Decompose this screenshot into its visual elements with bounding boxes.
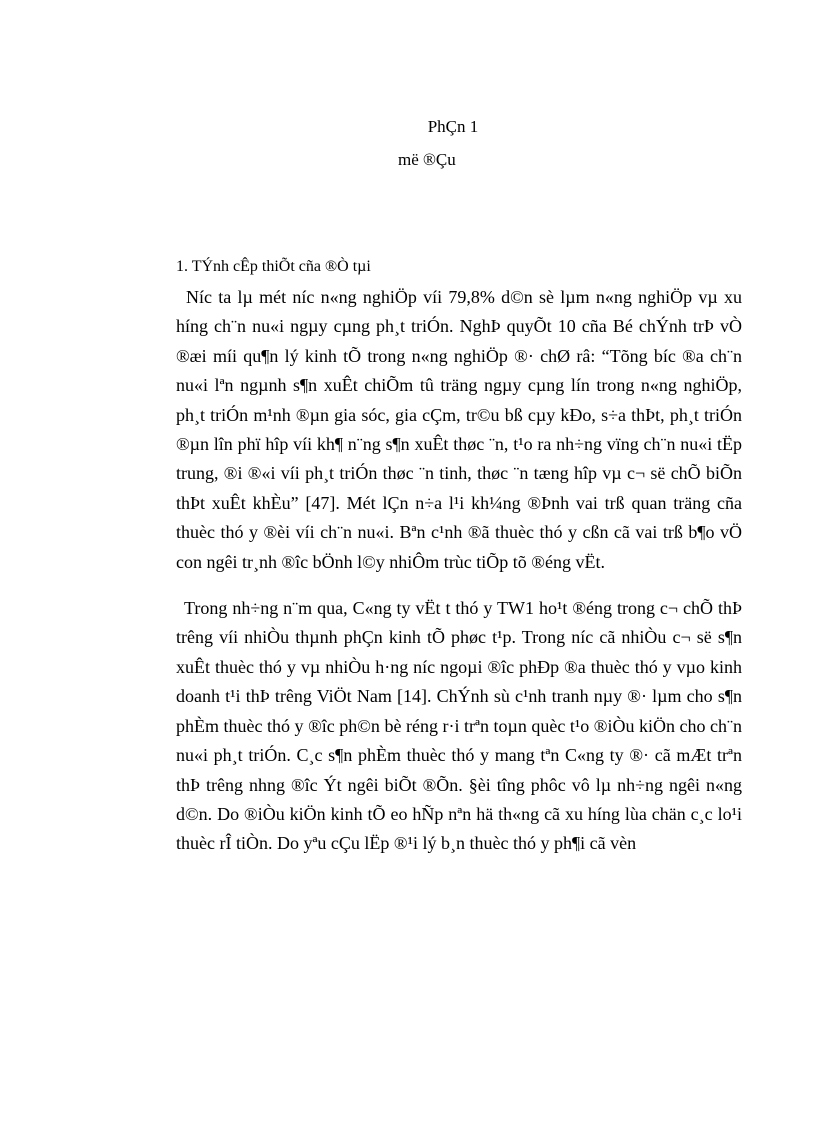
section-heading: 1. TÝnh cÊp thiÕt cña ®Ò tµi xyxy=(176,258,371,275)
part-title: PhÇn 1 xyxy=(427,117,479,136)
paragraph: Níc ta lµ mét níc n«ng nghiÖp víi 79,8% d©n sè lµm n«ng nghiÖp vµ xu híng ch¨n nu«i ngµy cµng ph¸t triÓn. NghÞ quyÕt 10 cña Bé chÝnh trÞ vÒ ®æi míi qu¶n lý kinh tÕ trong n«ng nghiÖp ®· chØ râ: “Tõng bíc ®a ch¨n nu«i lªn ngµnh s¶n xuÊt chiÕm tû träng ngµy cµng lín trong n«ng nghiÖp, ph¸t triÓn m¹nh ®µn gia sóc, gia cÇm, tr©u bß cµy kÐo, s÷a thÞt, ph¸t triÓn ®µn lîn phï hîp víi kh¶ n¨ng s¶n xuÊt thøc ¨n, t¹o ra nh÷ng vïng ch¨n nu«i tËp trung, ®i ®«i víi ph¸t triÓn thøc ¨n tinh, thøc ¨n tæng hîp vµ c¬ së chÕ biÕn thÞt xuÊt khÈu” [47]. Mét lÇn n÷a l¹i kh¼ng ®Þnh vai trß quan träng cña thuèc thó y ®èi víi ch¨n nu«i. Bªn c¹nh ®ã thuèc thó y cßn cã vai trß b¶o vÖ con ngêi tr¸nh ®îc bÖnh l©y nhiÔm trùc tiÕp tõ ®éng vËt. xyxy=(176,287,742,572)
part-subtitle: më ®Çu xyxy=(398,150,456,169)
body-text xyxy=(176,283,742,859)
paragraph: Trong nh÷ng n¨m qua, C«ng ty vËt t thó y TW1 ho¹t ®éng trong c¬ chÕ thÞ trêng víi nhiÒu thµnh phÇn kinh tÕ phøc t¹p. Trong níc cã nhiÒu c¬ së s¶n xuÊt thuèc thó y vµ nhiÒu h·ng níc ngoµi ®îc phÐp ®a thuèc thó y vµo kinh doanh t¹i thÞ trêng ViÖt Nam [14]. ChÝnh sù c¹nh tranh nµy ®· lµm cho s¶n phÈm thuèc thó y ®îc ph©n bè réng r·i trªn toµn quèc t¹o ®iÒu kiÖn cho ch¨n nu«i ph¸t triÓn. C¸c s¶n phÈm thuèc thó y mang tªn C«ng ty ®· cã mÆt trªn thÞ trêng nhng ®îc Ýt ngêi biÕt ®Õn. §èi tîng phôc vô lµ nh÷ng ngêi n«ng d©n. Do ®iÒu kiÖn kinh tÕ eo hÑp nªn hä th«ng cã xu híng lùa chän c¸c lo¹i thuèc rÎ tiÒn. Do yªu cÇu lËp ®¹i lý b¸n thuèc thó y ph¶i cã vèn xyxy=(176,598,742,854)
